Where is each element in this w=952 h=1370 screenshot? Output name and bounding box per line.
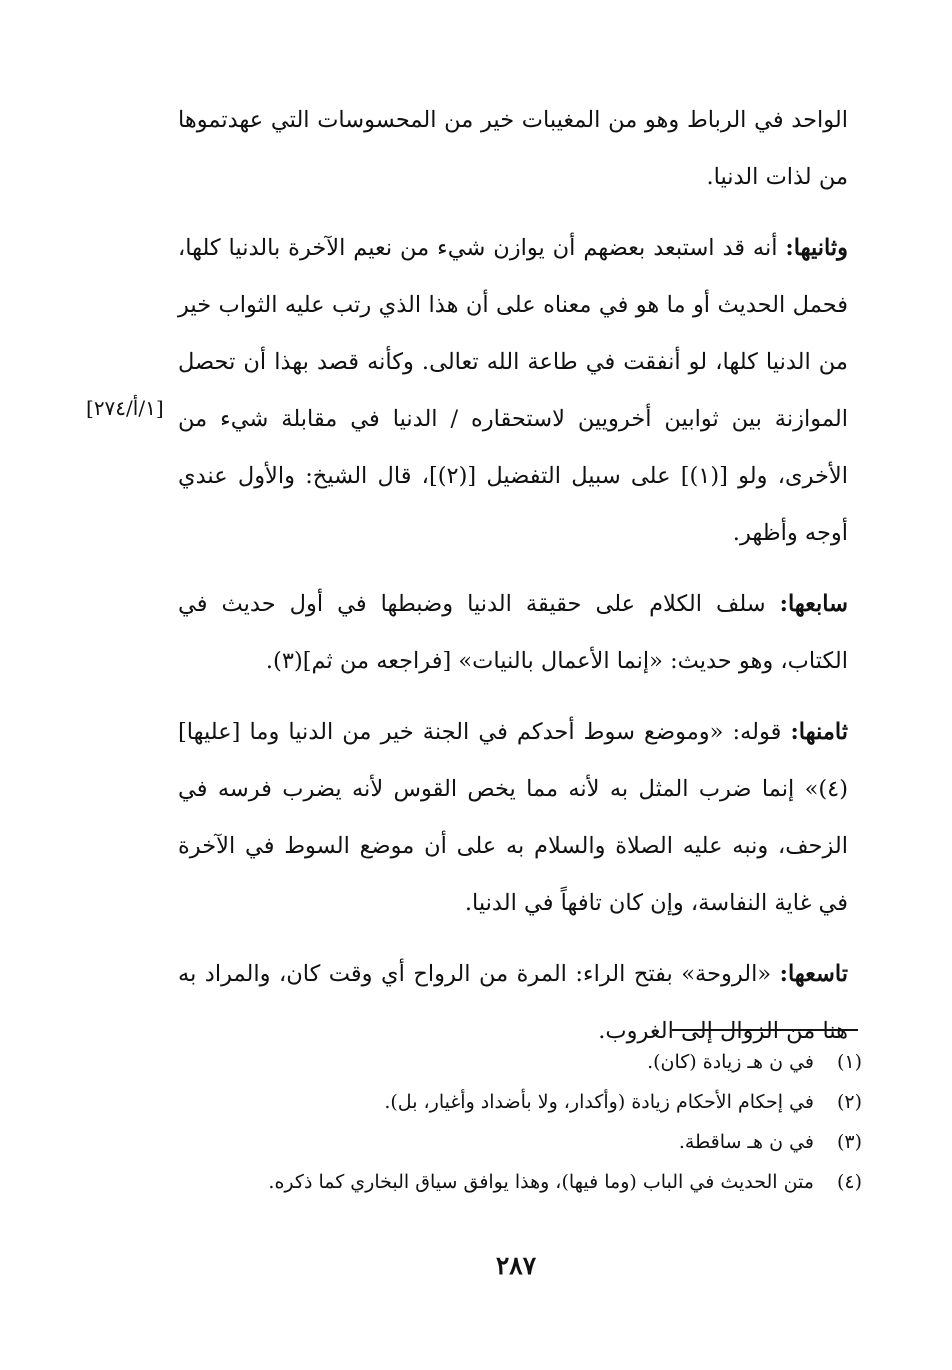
main-text <box>178 92 848 1060</box>
manuscript-folio-ref: [١/أ/٢٧٤] <box>86 396 164 420</box>
paragraph-lead: سابعها: <box>779 591 848 617</box>
paragraph-2 <box>178 220 848 562</box>
footnote-1 <box>150 1042 862 1082</box>
footnote-number: (٢) <box>836 1091 862 1113</box>
footnotes <box>150 1042 862 1202</box>
footnote-4 <box>150 1162 862 1202</box>
footnote-text: في إحكام الأحكام زيادة (وأكدار، ولا بأضداد وأغيار، بل). <box>384 1091 814 1113</box>
paragraph-text: الواحد في الرباط وهو من المغيبات خير من المحسوسات التي عهدتموها من لذات الدنيا. <box>178 107 848 190</box>
footnote-text: متن الحديث في الباب (وما فيها)، وهذا يوافق سياق البخاري كما ذكره. <box>268 1171 814 1193</box>
page-number: ٢٨٧ <box>495 1251 537 1280</box>
paragraph-1 <box>178 92 848 206</box>
paragraph-4 <box>178 704 848 932</box>
paragraph-text: «الروحة» بفتح الراء: المرة من الرواح أي وقت كان، والمراد به هنا من الزوال إلى الغروب. <box>178 961 848 1044</box>
footnote-number: (٤) <box>836 1171 862 1193</box>
footnote-text: في ن هـ زيادة (كان). <box>647 1051 814 1073</box>
footnote-number: (٣) <box>836 1131 862 1153</box>
paragraph-lead: وثانيها: <box>785 235 848 261</box>
paragraph-3 <box>178 576 848 690</box>
footnote-divider <box>672 1029 858 1031</box>
footnote-2 <box>150 1082 862 1122</box>
footnote-3 <box>150 1122 862 1162</box>
paragraph-text: سلف الكلام على حقيقة الدنيا وضبطها في أول حديث في الكتاب، وهو حديث: «إنما الأعمال بالنيات» [فراجعه من ثم](٣). <box>178 591 848 674</box>
paragraph-lead: تاسعها: <box>779 961 848 987</box>
paragraph-text: قوله: «وموضع سوط أحدكم في الجنة خير من الدنيا وما [عليها](٤)» إنما ضرب المثل به لأنه مما يخص القوس لأنه يضرب فرسه في الزحف، ونبه عليه الصلاة والسلام به على أن موضع السوط في الآخرة في غاية النفاسة، وإن كان تافهاً في الدنيا. <box>178 719 848 916</box>
footnote-number: (١) <box>836 1051 862 1073</box>
paragraph-lead: ثامنها: <box>790 719 848 745</box>
footnote-text: في ن هـ ساقطة. <box>678 1131 814 1153</box>
paragraph-text: أنه قد استبعد بعضهم أن يوازن شيء من نعيم الآخرة بالدنيا كلها، فحمل الحديث أو ما هو في معناه على أن هذا الذي رتب عليه الثواب خير من الدنيا كلها، لو أنفقت في طاعة الله تعالى. وكأنه قصد بهذا أن تحصل الموازنة بين ثوابين أخرويين لاستحقاره / الدنيا في مقابلة شيء من الأخرى، ولو [(١)] على سبيل التفضيل [(٢)]، قال الشيخ: والأول عندي أوجه وأظهر. <box>178 235 848 546</box>
